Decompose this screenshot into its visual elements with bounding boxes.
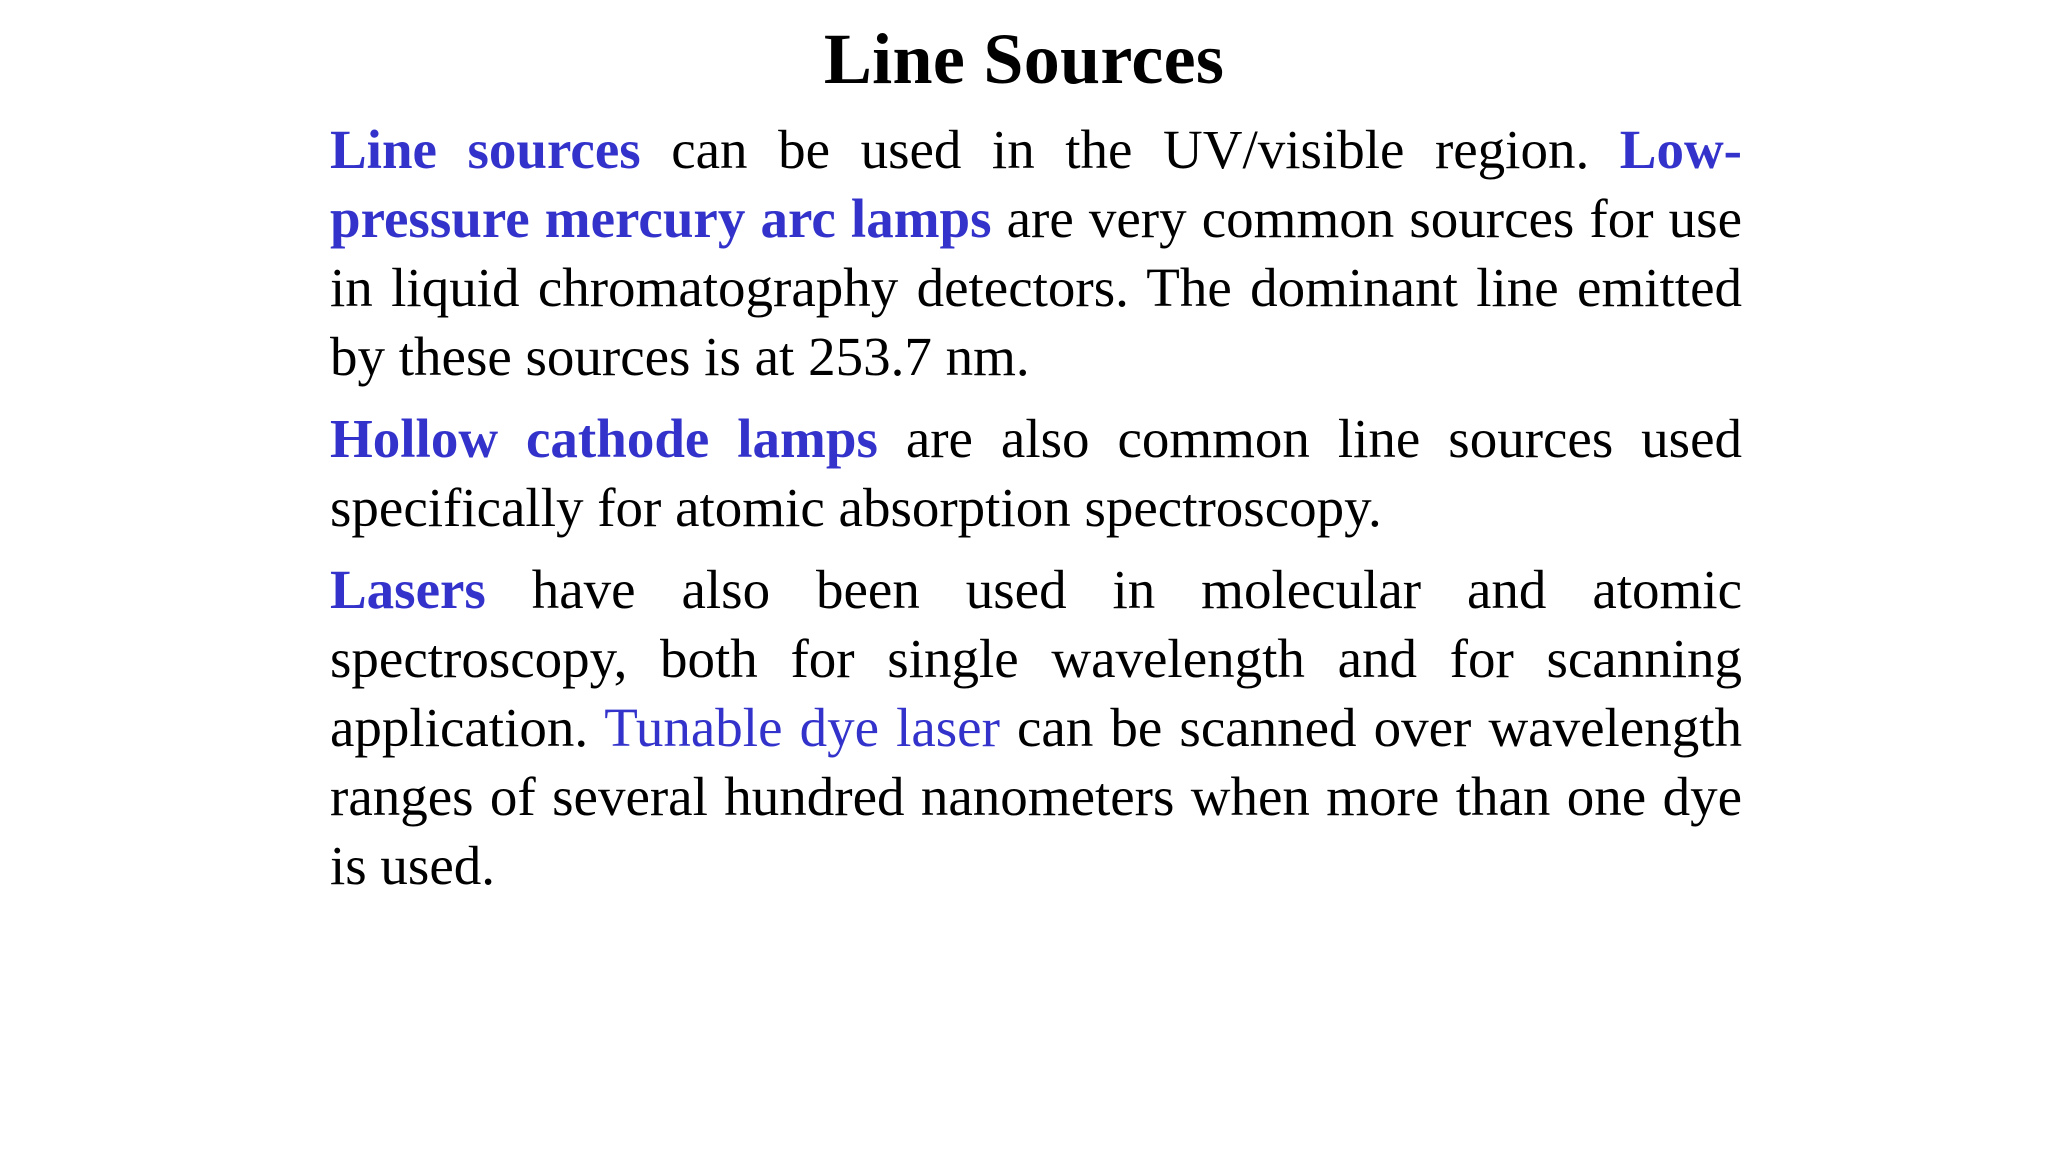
term-mercury-arc-lamps: Low-pressure mercury arc lamps [330, 119, 1742, 249]
term-lasers: Lasers [330, 559, 486, 620]
paragraph-text: have also been used in molecular and atomic spectroscopy, both for single wavelength and for scanning application. [330, 559, 1742, 758]
term-line-sources: Line sources [330, 119, 641, 180]
paragraph-line-sources [330, 115, 1742, 391]
term-hollow-cathode-lamps: Hollow cathode lamps [330, 408, 878, 469]
slide-title: Line Sources [823, 19, 1225, 99]
paragraph-lasers [330, 555, 1742, 900]
term-tunable-dye-laser: Tunable dye laser [604, 697, 1000, 758]
paragraph-text: are very common sources for use in liquid chromatography detectors. The dominant line emitted by these sources is at 253.7 nm. [330, 188, 1742, 387]
paragraph-text: can be scanned over wavelength ranges of several hundred nanometers when more than one dye is used. [330, 697, 1742, 896]
slide-body [330, 115, 1742, 913]
paragraph-text: can be used in the UV/visible region. [640, 119, 1620, 180]
paragraph-hollow-cathode [330, 404, 1742, 542]
paragraph-text: are also common line sources used specifically for atomic absorption spectroscopy. [330, 408, 1743, 538]
